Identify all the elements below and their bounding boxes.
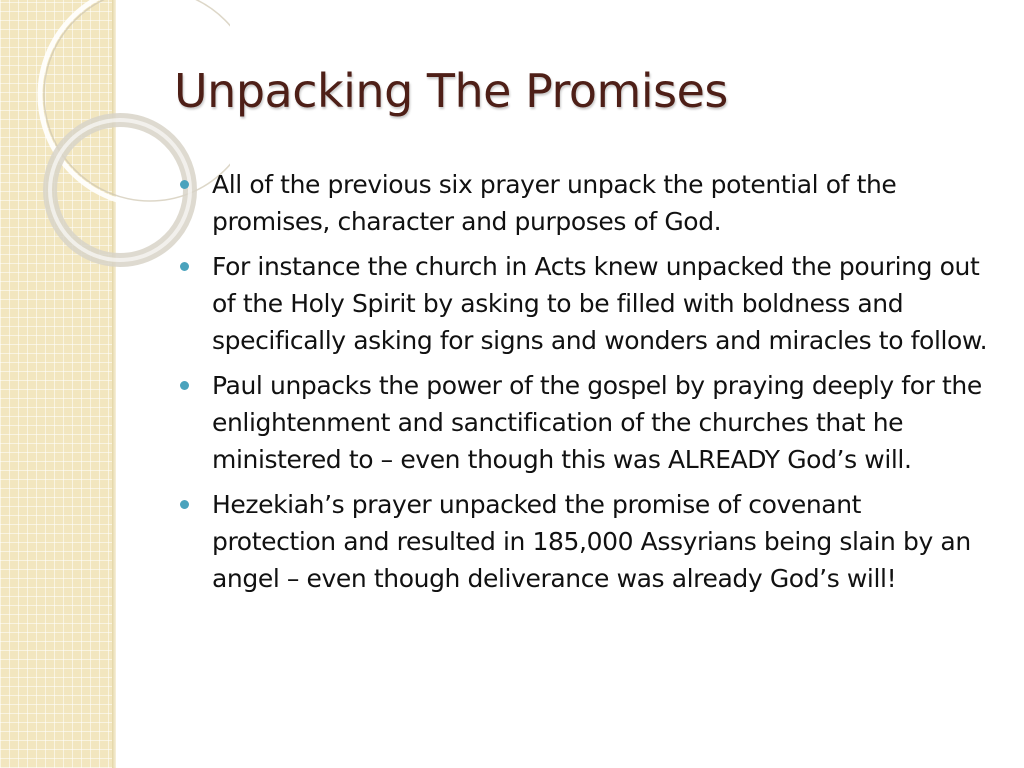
bullet-marker-icon [180,262,189,271]
slide-title: Unpacking The Promises [174,64,728,118]
bullet-item [180,166,990,240]
bullet-text: For instance the church in Acts knew unpacked the pouring out of the Holy Spirit by asking to be filled with boldness and specifically asking for signs and wonders and miracles to follow. [212,252,988,355]
bullet-item [180,486,990,597]
bullet-text: Hezekiah’s prayer unpacked the promise of covenant protection and resulted in 185,000 Assyrians being slain by an angel – even though deliverance was already God’s will! [212,490,971,593]
bullet-list [180,166,990,605]
bullet-text: All of the previous six prayer unpack the potential of the promises, character and purposes of God. [212,170,897,236]
bullet-item [180,367,990,478]
bullet-marker-icon [180,500,189,509]
bullet-marker-icon [180,381,189,390]
bullet-text: Paul unpacks the power of the gospel by praying deeply for the enlightenment and sanctification of the churches that he ministered to – even though this was ALREADY God’s will. [212,371,982,474]
bullet-marker-icon [180,180,189,189]
bullet-item [180,248,990,359]
decorative-ring-small-highlight [50,120,190,260]
